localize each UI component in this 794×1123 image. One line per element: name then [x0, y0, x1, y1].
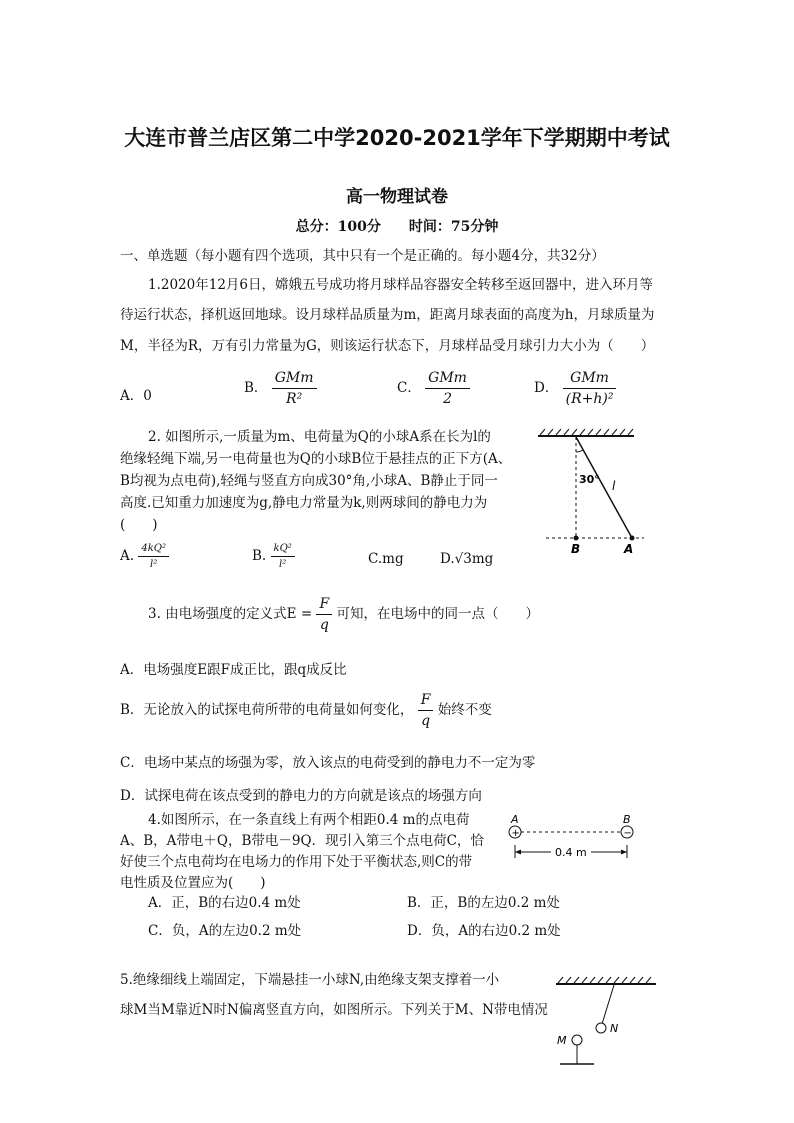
q4-plus-sign: + — [511, 828, 520, 839]
q4-arrow-right — [621, 850, 627, 855]
q2-line3: B均视为点电荷),轻绳与竖直方向成30°角,小球A、B静止于同一 — [120, 473, 498, 489]
q3-option-b-num: F — [420, 692, 431, 708]
q4-minus-sign: − — [623, 828, 632, 839]
q1-option-d-den: (R+h)² — [563, 388, 617, 407]
q3-option-d: D．试探电荷在该点受到的静电力的方向就是该点的场强方向 — [120, 788, 482, 804]
q2-ball-a — [630, 536, 635, 541]
q3-option-c: C．电场中某点的场强为零，放入该点的电荷受到的静电力不一定为零 — [120, 755, 536, 771]
q2-rope — [576, 437, 632, 538]
q2-b-label: B — [571, 542, 581, 556]
q1-option-c-den: 2 — [425, 388, 470, 407]
q1-option-d-fraction — [563, 370, 617, 407]
q3-option-b — [120, 692, 492, 729]
q5-line1: 5.绝缘细线上端固定，下端悬挂一小球N,由绝缘支架支撑着一小 — [120, 972, 500, 988]
q5-m-label: M — [557, 1034, 567, 1047]
q1-option-b-den: R² — [272, 388, 317, 407]
q2-angle-label: 30° — [579, 473, 600, 486]
q1-option-a: A．0 — [120, 388, 152, 404]
q4-option-c: C．负，A的左边0.2 m处 — [148, 923, 302, 939]
q5-ball-m — [572, 1035, 582, 1045]
q4-arrow-left — [515, 850, 521, 855]
q5-thread — [602, 985, 614, 1024]
q4-option-d: D．负，A的右边0.2 m处 — [407, 923, 561, 939]
q1-option-b-label: B． — [244, 380, 268, 396]
q3-option-b-fraction — [418, 692, 434, 729]
q4-charges-figure — [505, 812, 640, 862]
q1-option-c-fraction — [425, 370, 470, 407]
q3-stem-num: F — [319, 596, 330, 612]
q3-stem-pre: 3. 由电场强度的定义式E = — [148, 606, 313, 622]
q3-stem-fraction — [316, 596, 332, 633]
q4-option-a: A．正，B的右边0.4 m处 — [148, 895, 301, 911]
q2-line2: 绝缘轻绳下端,另一电荷量也为Q的小球B位于悬挂点的正下方(A、 — [120, 451, 512, 467]
q1-option-b — [244, 370, 317, 407]
q1-option-d — [534, 370, 616, 407]
q2-option-c: C.mg — [368, 551, 404, 567]
q2-option-b-num: kQ² — [273, 543, 292, 554]
q3-stem-den: q — [316, 614, 332, 633]
q2-option-a-num: 4kQ² — [141, 543, 166, 554]
q1-line2: 待运行状态，择机返回地球。设月球样品质量为m，距离月球表面的高度为h，月球质量为 — [120, 307, 655, 323]
section-heading: 一、单选题（每小题有四个选项，其中只有一个是正确的。每小题4分，共32分） — [120, 248, 605, 264]
q3-option-b-pre: B．无论放入的试探电荷所带的电荷量如何变化， — [120, 702, 414, 718]
q4-a-label: A — [511, 813, 519, 826]
exam-title: 大连市普兰店区第二中学2020-2021学年下学期期中考试 — [124, 126, 670, 150]
q4-line1: 4.如图所示，在一条直线上有两个相距0.4 m的点电荷 — [148, 812, 470, 828]
q1-option-b-fraction — [272, 370, 317, 407]
q1-option-c — [397, 370, 470, 407]
q1-option-d-label: D． — [534, 380, 559, 396]
q3-stem — [148, 596, 539, 633]
q1-option-d-num: GMm — [570, 370, 609, 386]
q2-line1: 2. 如图所示,一质量为m、电荷量为Q的小球A系在长为l的 — [148, 429, 491, 445]
q2-line5: ( ) — [120, 517, 158, 533]
q2-option-a-den: l² — [138, 556, 169, 570]
q1-line3: M，半径为R，万有引力常量为G，则该运行状态下，月球样品受月球引力大小为（ ） — [120, 338, 655, 354]
q5-figure — [552, 974, 662, 1072]
q2-option-b — [252, 543, 295, 570]
q2-ceiling-hatch — [540, 429, 633, 435]
q3-stem-post: 可知，在电场中的同一点（ ） — [336, 606, 539, 622]
paper-subtitle: 高一物理试卷 — [346, 187, 448, 207]
q1-line1: 1.2020年12月6日，嫦娥五号成功将月球样品容器安全转移至返回器中，进入环月等 — [148, 277, 654, 293]
q2-ball-b — [574, 536, 579, 541]
q2-option-b-fraction — [271, 543, 295, 570]
q2-angle-arc — [576, 450, 583, 452]
q2-option-d: D.√3mg — [440, 551, 494, 567]
q2-option-a — [120, 543, 169, 570]
q2-line4: 高度.已知重力加速度为g,静电力常量为k,则两球间的静电力为 — [120, 495, 488, 511]
q1-option-c-label: C． — [397, 380, 421, 396]
q4-line2: A、B，A带电＋Q，B带电－9Q．现引入第三个点电荷C，恰 — [120, 833, 484, 849]
q2-a-label: A — [624, 542, 634, 556]
q4-option-b: B．正，B的左边0.2 m处 — [407, 895, 560, 911]
q5-ball-n — [596, 1023, 606, 1033]
q4-b-label: B — [623, 813, 631, 826]
q5-n-label: N — [610, 1022, 619, 1035]
q2-pendulum-figure — [534, 428, 644, 558]
q4-distance-label: 0.4 m — [555, 846, 587, 859]
q5-ceiling-hatch — [558, 977, 651, 983]
q2-rope-label: l — [612, 479, 616, 493]
q2-option-b-den: l² — [271, 556, 295, 570]
q3-option-b-den: q — [418, 710, 434, 729]
q5-line2: 球M当M靠近N时N偏离竖直方向，如图所示。下列关于M、N带电情况 — [120, 1002, 548, 1018]
q4-line3: 好使三个点电荷均在电场力的作用下处于平衡状态,则C的带 — [120, 854, 473, 870]
q3-option-a: A．电场强度E跟F成正比，跟q成反比 — [120, 662, 347, 678]
q2-option-b-label: B. — [252, 548, 267, 564]
score-time-info: 总分：100分 时间：75分钟 — [295, 219, 499, 235]
q4-line4: 电性质及位置应为( ) — [120, 875, 266, 891]
q1-option-b-num: GMm — [274, 370, 314, 386]
q1-option-c-num: GMm — [428, 370, 467, 386]
q2-option-a-fraction — [138, 543, 169, 570]
q3-option-b-post: 始终不变 — [437, 702, 492, 718]
q2-option-a-label: A. — [120, 548, 135, 564]
